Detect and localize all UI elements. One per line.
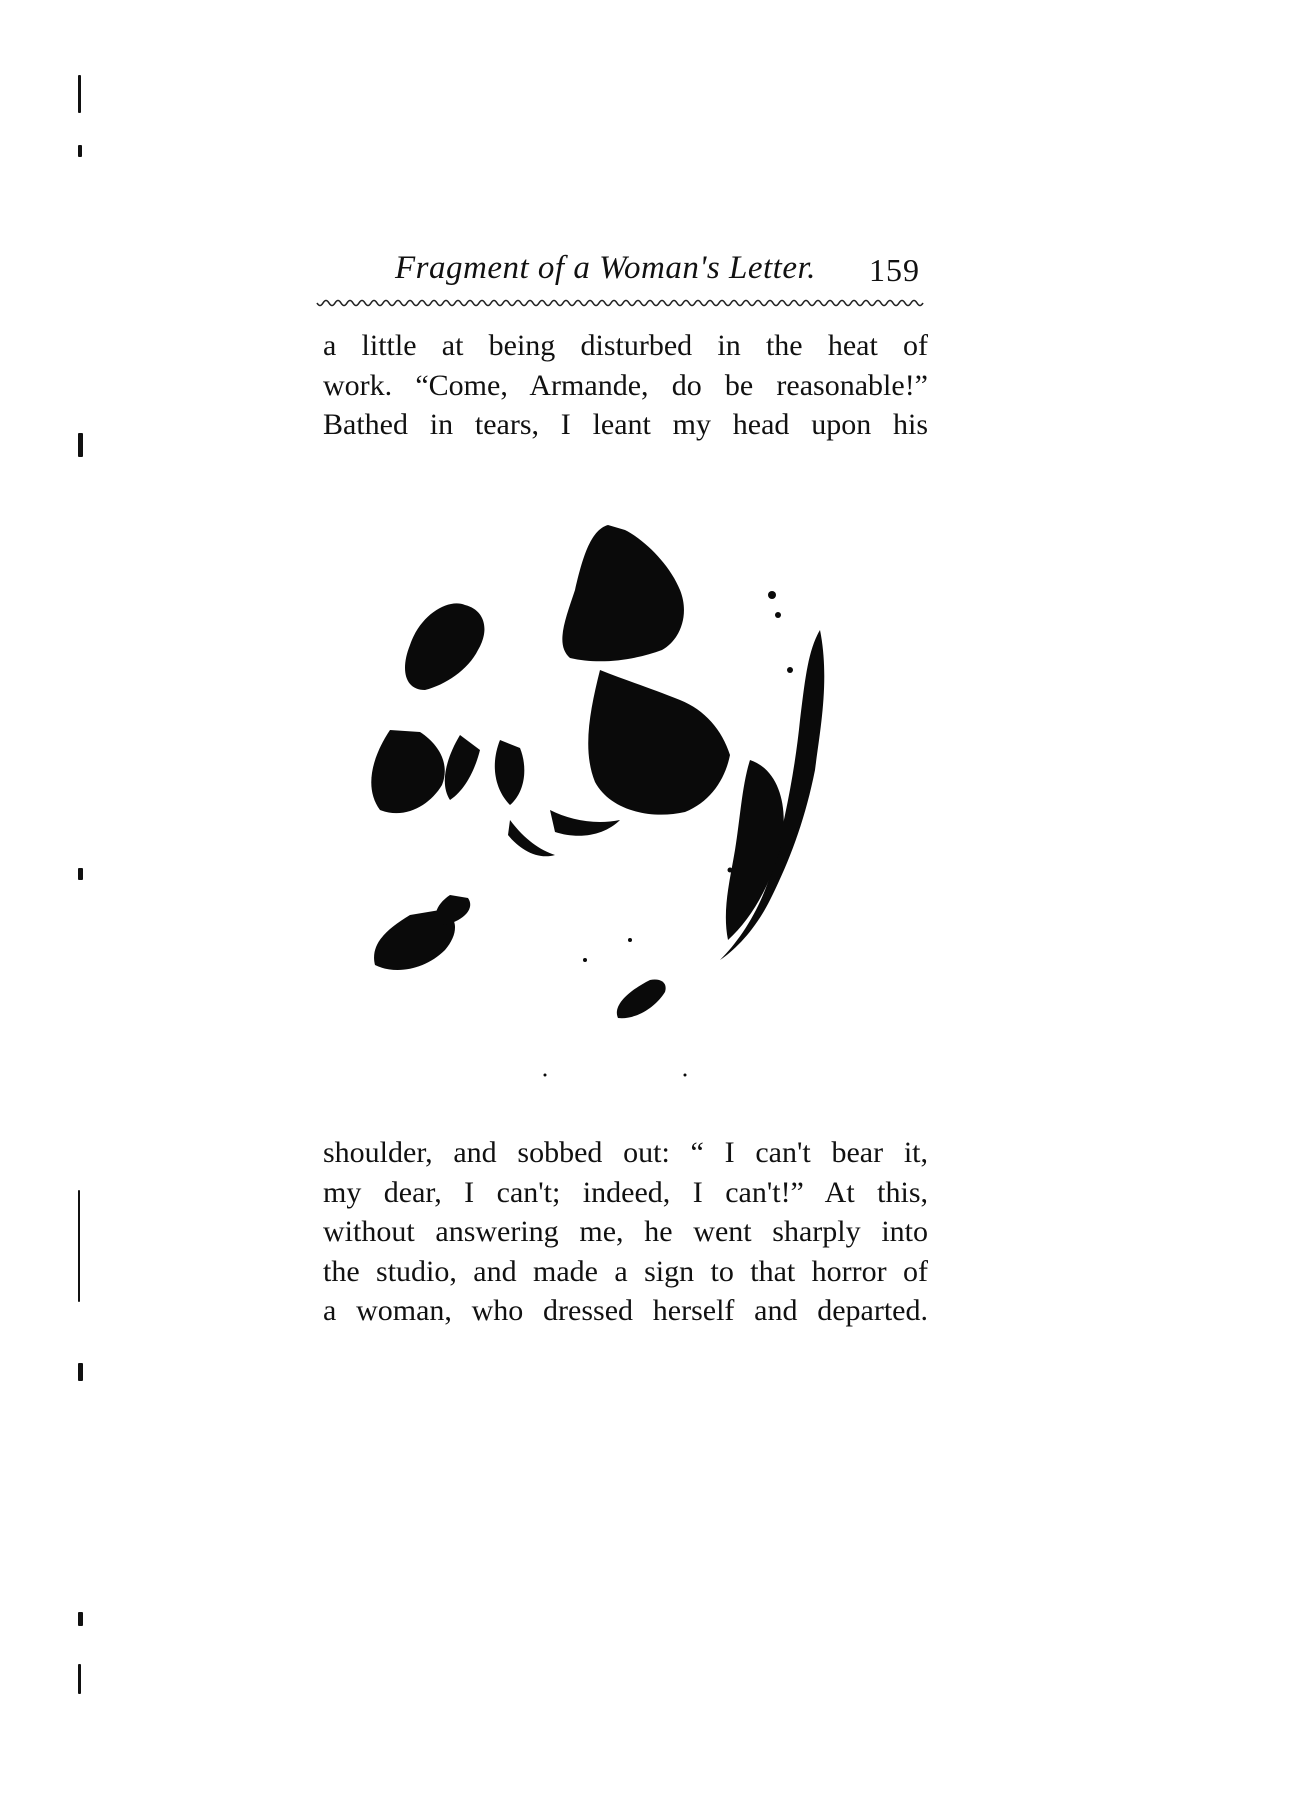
ink-shape: [508, 820, 555, 856]
ink-speck: [583, 958, 587, 962]
binding-mark: [78, 433, 83, 457]
ink-shape: [445, 735, 480, 800]
ink-speck: [768, 591, 776, 599]
text-line: without answering me, he went sharply into: [323, 1215, 928, 1248]
binding-mark: [78, 1363, 83, 1381]
running-title: Fragment of a Woman's Letter.: [395, 250, 816, 286]
binding-mark: [78, 1664, 81, 1694]
page-number: 159: [869, 252, 920, 288]
binding-mark: [78, 868, 83, 880]
running-header: [315, 250, 925, 290]
ink-shape: [617, 980, 666, 1019]
ink-speck: [544, 1074, 547, 1077]
binding-mark: [78, 1190, 80, 1302]
text-line: the studio, and made a sign to that horror of: [323, 1254, 928, 1288]
ink-speck: [787, 667, 793, 673]
paragraph-top: [323, 326, 928, 445]
binding-mark: [78, 1612, 83, 1626]
text-line: a little at being disturbed in the heat of: [323, 329, 928, 362]
text-line: Bathed in tears, I leant my head upon his: [323, 408, 928, 441]
ink-shape: [588, 670, 730, 815]
text-line: a woman, who dressed herself and departed.: [323, 1294, 928, 1327]
binding-mark: [78, 145, 82, 157]
ornamental-rule: [315, 297, 925, 309]
illustration: [350, 520, 890, 1080]
text-line: my dear, I can't; indeed, I can't!” At this,: [323, 1175, 928, 1209]
ink-speck: [775, 612, 781, 618]
ink-shape: [562, 525, 684, 661]
binding-mark: [78, 75, 81, 113]
ink-speck: [728, 868, 733, 873]
paragraph-bottom: [323, 1133, 928, 1331]
ink-shape: [405, 603, 484, 690]
ink-shape: [495, 740, 525, 805]
ink-speck: [373, 783, 378, 788]
ink-shape: [550, 810, 620, 836]
ink-shape: [436, 895, 470, 925]
text-line: work. “Come, Armande, do be reasonable!”: [323, 368, 928, 402]
ink-speck: [628, 938, 632, 942]
ink-speck: [684, 1074, 687, 1077]
ink-shape: [371, 730, 444, 813]
text-line: shoulder, and sobbed out: “ I can't bear it,: [323, 1136, 928, 1169]
